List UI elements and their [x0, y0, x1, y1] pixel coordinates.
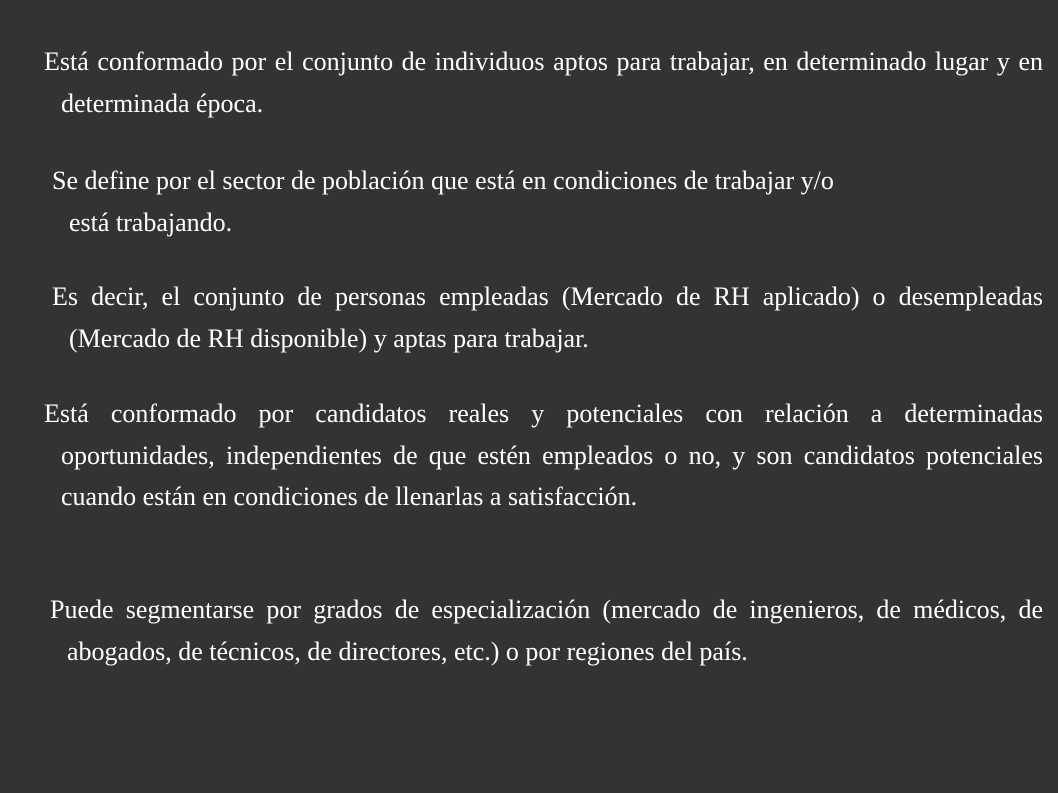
paragraph-segmentation: Puede segmentarse por grados de especialización (mercado de ingenieros, de médicos, de abogados, de técnicos, de directores, etc.) o por regiones del país.: [50, 595, 1043, 666]
paragraph-definition: Está conformado por el conjunto de individuos aptos para trabajar, en determinado lugar y en determinada época.: [44, 47, 1043, 118]
paragraph-employed-unemployed: Es decir, el conjunto de personas empleadas (Mercado de RH aplicado) o desempleadas (Mercado de RH disponible) y aptas para trabajar.: [52, 282, 1043, 353]
paragraph-candidates: Está conformado por candidatos reales y potenciales con relación a determinadas oportunidades, independientes de que estén empleados o no, y son candidatos potenciales cuando están en condiciones de llenarlas a satisfacción.: [44, 399, 1043, 511]
paragraph-population-sector: Se define por el sector de población que está en condiciones de trabajar y/o está trabajando.: [52, 166, 834, 237]
